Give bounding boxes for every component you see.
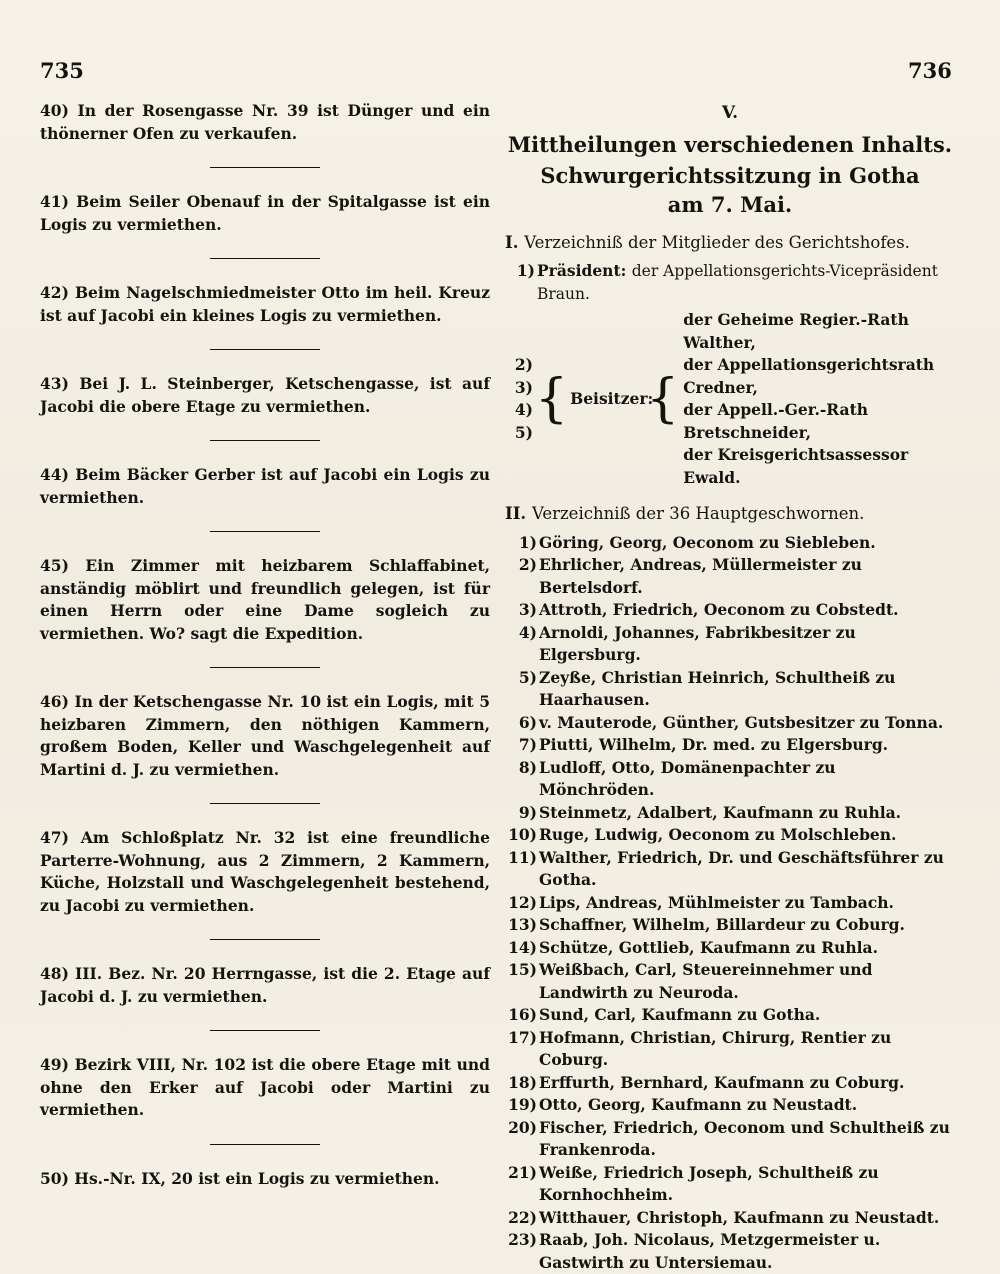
juror-entry <box>505 914 955 937</box>
jurors-list <box>505 532 955 1274</box>
juror-text: Otto, Georg, Kaufmann zu Neustadt. <box>539 1095 857 1114</box>
ad-50: 50) Hs.-Nr. IX, 20 ist ein Logis zu vermiethen. <box>40 1168 490 1191</box>
juror-entry <box>505 1004 955 1027</box>
juror-text: Schaffner, Wilhelm, Billardeur zu Coburg. <box>539 915 905 934</box>
juror-number: 15) <box>505 959 537 982</box>
juror-number: 19) <box>505 1094 537 1117</box>
juror-text: Attroth, Friedrich, Oeconom zu Cobstedt. <box>539 600 899 619</box>
juror-entry <box>505 892 955 915</box>
juror-text: Erffurth, Bernhard, Kaufmann zu Coburg. <box>539 1073 904 1092</box>
president-name: der Appellationsgerichts-Vicepräsident Braun. <box>537 262 938 303</box>
list-heading-jurors <box>505 503 955 526</box>
juror-text: Witthauer, Christoph, Kaufmann zu Neustadt. <box>539 1208 939 1227</box>
juror-number: 18) <box>505 1072 537 1095</box>
president-number: 1) <box>505 260 535 283</box>
subtitle-line-1: Schwurgerichtssitzung in Gotha <box>505 162 955 189</box>
juror-number: 12) <box>505 892 537 915</box>
juror-number: 6) <box>505 712 537 735</box>
juror-entry <box>505 1229 955 1274</box>
assessor-number: 2) <box>505 354 533 377</box>
juror-text: Ehrlicher, Andreas, Müllermeister zu Bertelsdorf. <box>539 555 862 597</box>
juror-text: Göring, Georg, Oeconom zu Siebleben. <box>539 533 876 552</box>
juror-text: Fischer, Friedrich, Oeconom und Schultheiß zu Frankenroda. <box>539 1118 950 1160</box>
juror-text: Sund, Carl, Kaufmann zu Gotha. <box>539 1005 820 1024</box>
assessor-label: Beisitzer: <box>570 388 646 411</box>
list-heading-court-members <box>505 232 955 255</box>
juror-text: Lips, Andreas, Mühlmeister zu Tambach. <box>539 893 894 912</box>
ad-45: 45) Ein Zimmer mit heizbarem Schlaffabinet, anständig möblirt und freundlich gelegen, ist für einen Herrn oder eine Dame sogleich zu vermiethen. Wo? sagt die Expedition. <box>40 555 490 645</box>
assessor-number: 4) <box>505 399 533 422</box>
juror-text: Ruge, Ludwig, Oeconom zu Molschleben. <box>539 825 896 844</box>
separator-rule <box>210 667 320 668</box>
assessor-name: der Kreisgerichtsassessor Ewald. <box>683 444 955 489</box>
juror-entry <box>505 1117 955 1162</box>
juror-number: 9) <box>505 802 537 825</box>
list-roman-numeral: II. <box>505 504 526 523</box>
juror-text: Walther, Friedrich, Dr. und Geschäftsführer zu Gotha. <box>539 848 944 890</box>
separator-rule <box>210 258 320 259</box>
juror-text: Arnoldi, Johannes, Fabrikbesitzer zu Elgersburg. <box>539 623 856 665</box>
juror-entry <box>505 847 955 892</box>
juror-text: Hofmann, Christian, Chirurg, Rentier zu Coburg. <box>539 1028 891 1070</box>
ad-42: 42) Beim Nagelschmiedmeister Otto im heil. Kreuz ist auf Jacobi ein kleines Logis zu vermiethen. <box>40 282 490 327</box>
juror-text: Steinmetz, Adalbert, Kaufmann zu Ruhla. <box>539 803 901 822</box>
assessor-numbers <box>505 354 533 444</box>
separator-rule <box>210 1144 320 1145</box>
separator-rule <box>210 531 320 532</box>
ad-41: 41) Beim Seiler Obenauf in der Spitalgasse ist ein Logis zu vermiethen. <box>40 191 490 236</box>
juror-entry <box>505 1027 955 1072</box>
juror-number: 23) <box>505 1229 537 1252</box>
president-entry <box>505 260 955 305</box>
assessor-name: der Appellationsgerichtsrath Credner, <box>683 354 955 399</box>
juror-number: 8) <box>505 757 537 780</box>
list-heading-text: Verzeichniß der Mitglieder des Gerichtshofes. <box>524 233 910 252</box>
list-heading-text: Verzeichniß der 36 Hauptgeschwornen. <box>532 504 864 523</box>
juror-number: 20) <box>505 1117 537 1140</box>
ad-40: 40) In der Rosengasse Nr. 39 ist Dünger und ein thönerner Ofen zu verkaufen. <box>40 100 490 145</box>
juror-text: Piutti, Wilhelm, Dr. med. zu Elgersburg. <box>539 735 888 754</box>
separator-rule <box>210 349 320 350</box>
juror-entry <box>505 937 955 960</box>
assessor-name: der Appell.-Ger.-Rath Bretschneider, <box>683 399 955 444</box>
separator-rule <box>210 803 320 804</box>
left-column-ads <box>40 100 490 1190</box>
juror-entry <box>505 1072 955 1095</box>
juror-text: Ludloff, Otto, Domänenpachter zu Mönchröden. <box>539 758 836 800</box>
juror-number: 14) <box>505 937 537 960</box>
separator-rule <box>210 939 320 940</box>
section-number: V. <box>505 102 955 125</box>
juror-number: 7) <box>505 734 537 757</box>
juror-number: 2) <box>505 554 537 577</box>
juror-entry <box>505 757 955 802</box>
assessor-number: 3) <box>505 377 533 400</box>
separator-rule <box>210 1030 320 1031</box>
juror-entry <box>505 1162 955 1207</box>
section-title: Mittheilungen verschiedenen Inhalts. <box>505 131 955 158</box>
right-column-court-notice <box>505 100 955 1274</box>
ad-49: 49) Bezirk VIII, Nr. 102 ist die obere Etage mit und ohne den Erker auf Jacobi oder Martini zu vermiethen. <box>40 1054 490 1122</box>
assessor-names <box>683 309 955 489</box>
juror-number: 1) <box>505 532 537 555</box>
separator-rule <box>210 167 320 168</box>
juror-entry <box>505 802 955 825</box>
juror-number: 13) <box>505 914 537 937</box>
juror-entry <box>505 599 955 622</box>
list-roman-numeral: I. <box>505 233 518 252</box>
juror-entry <box>505 712 955 735</box>
subtitle-line-2: am 7. Mai. <box>505 191 955 218</box>
juror-entry <box>505 532 955 555</box>
juror-entry <box>505 959 955 1004</box>
assessor-name: der Geheime Regier.-Rath Walther, <box>683 309 955 354</box>
page-number-right: 736 <box>908 58 952 83</box>
assessor-number: 5) <box>505 422 533 445</box>
juror-number: 16) <box>505 1004 537 1027</box>
ad-46: 46) In der Ketschengasse Nr. 10 ist ein Logis, mit 5 heizbaren Zimmern, den nöthigen Kammern, großem Boden, Keller und Waschgelegenheit auf Martini d. J. zu vermiethen. <box>40 691 490 781</box>
juror-entry <box>505 1094 955 1117</box>
juror-number: 17) <box>505 1027 537 1050</box>
juror-entry <box>505 1207 955 1230</box>
juror-entry <box>505 667 955 712</box>
ad-44: 44) Beim Bäcker Gerber ist auf Jacobi ein Logis zu vermiethen. <box>40 464 490 509</box>
separator-rule <box>210 440 320 441</box>
juror-entry <box>505 734 955 757</box>
president-label: Präsident: <box>537 261 626 280</box>
juror-number: 10) <box>505 824 537 847</box>
juror-text: Weißbach, Carl, Steuereinnehmer und Landwirth zu Neuroda. <box>539 960 872 1002</box>
ad-43: 43) Bei J. L. Steinberger, Ketschengasse, ist auf Jacobi die obere Etage zu vermiethen. <box>40 373 490 418</box>
juror-number: 5) <box>505 667 537 690</box>
juror-text: Schütze, Gottlieb, Kaufmann zu Ruhla. <box>539 938 878 957</box>
juror-text: v. Mauterode, Günther, Gutsbesitzer zu Tonna. <box>539 713 943 732</box>
assessors-block: 2) 3) 4) 5) { Beisitzer: { der Geheime Regier.-Rath Walther, der Appellationsgerichtsrath Credner, der Appell.-Ger.-Rath Bretschneider, der Kreisgerichtsassessor Ewald. <box>505 309 955 489</box>
juror-number: 22) <box>505 1207 537 1230</box>
juror-text: Raab, Joh. Nicolaus, Metzgermeister u. Gastwirth zu Untersiemau. <box>539 1230 880 1272</box>
juror-entry <box>505 622 955 667</box>
juror-number: 4) <box>505 622 537 645</box>
juror-entry <box>505 824 955 847</box>
juror-number: 21) <box>505 1162 537 1185</box>
juror-entry <box>505 554 955 599</box>
juror-text: Zeyße, Christian Heinrich, Schultheiß zu Haarhausen. <box>539 668 895 710</box>
juror-number: 11) <box>505 847 537 870</box>
ad-48: 48) III. Bez. Nr. 20 Herrngasse, ist die 2. Etage auf Jacobi d. J. zu vermiethen. <box>40 963 490 1008</box>
juror-number: 3) <box>505 599 537 622</box>
ad-47: 47) Am Schloßplatz Nr. 32 ist eine freundliche Parterre-Wohnung, aus 2 Zimmern, 2 Kammern, Küche, Holzstall und Waschgelegenheit bestehend, zu Jacobi zu vermiethen. <box>40 827 490 917</box>
juror-text: Weiße, Friedrich Joseph, Schultheiß zu Kornhochheim. <box>539 1163 879 1205</box>
page-number-left: 735 <box>40 58 84 83</box>
